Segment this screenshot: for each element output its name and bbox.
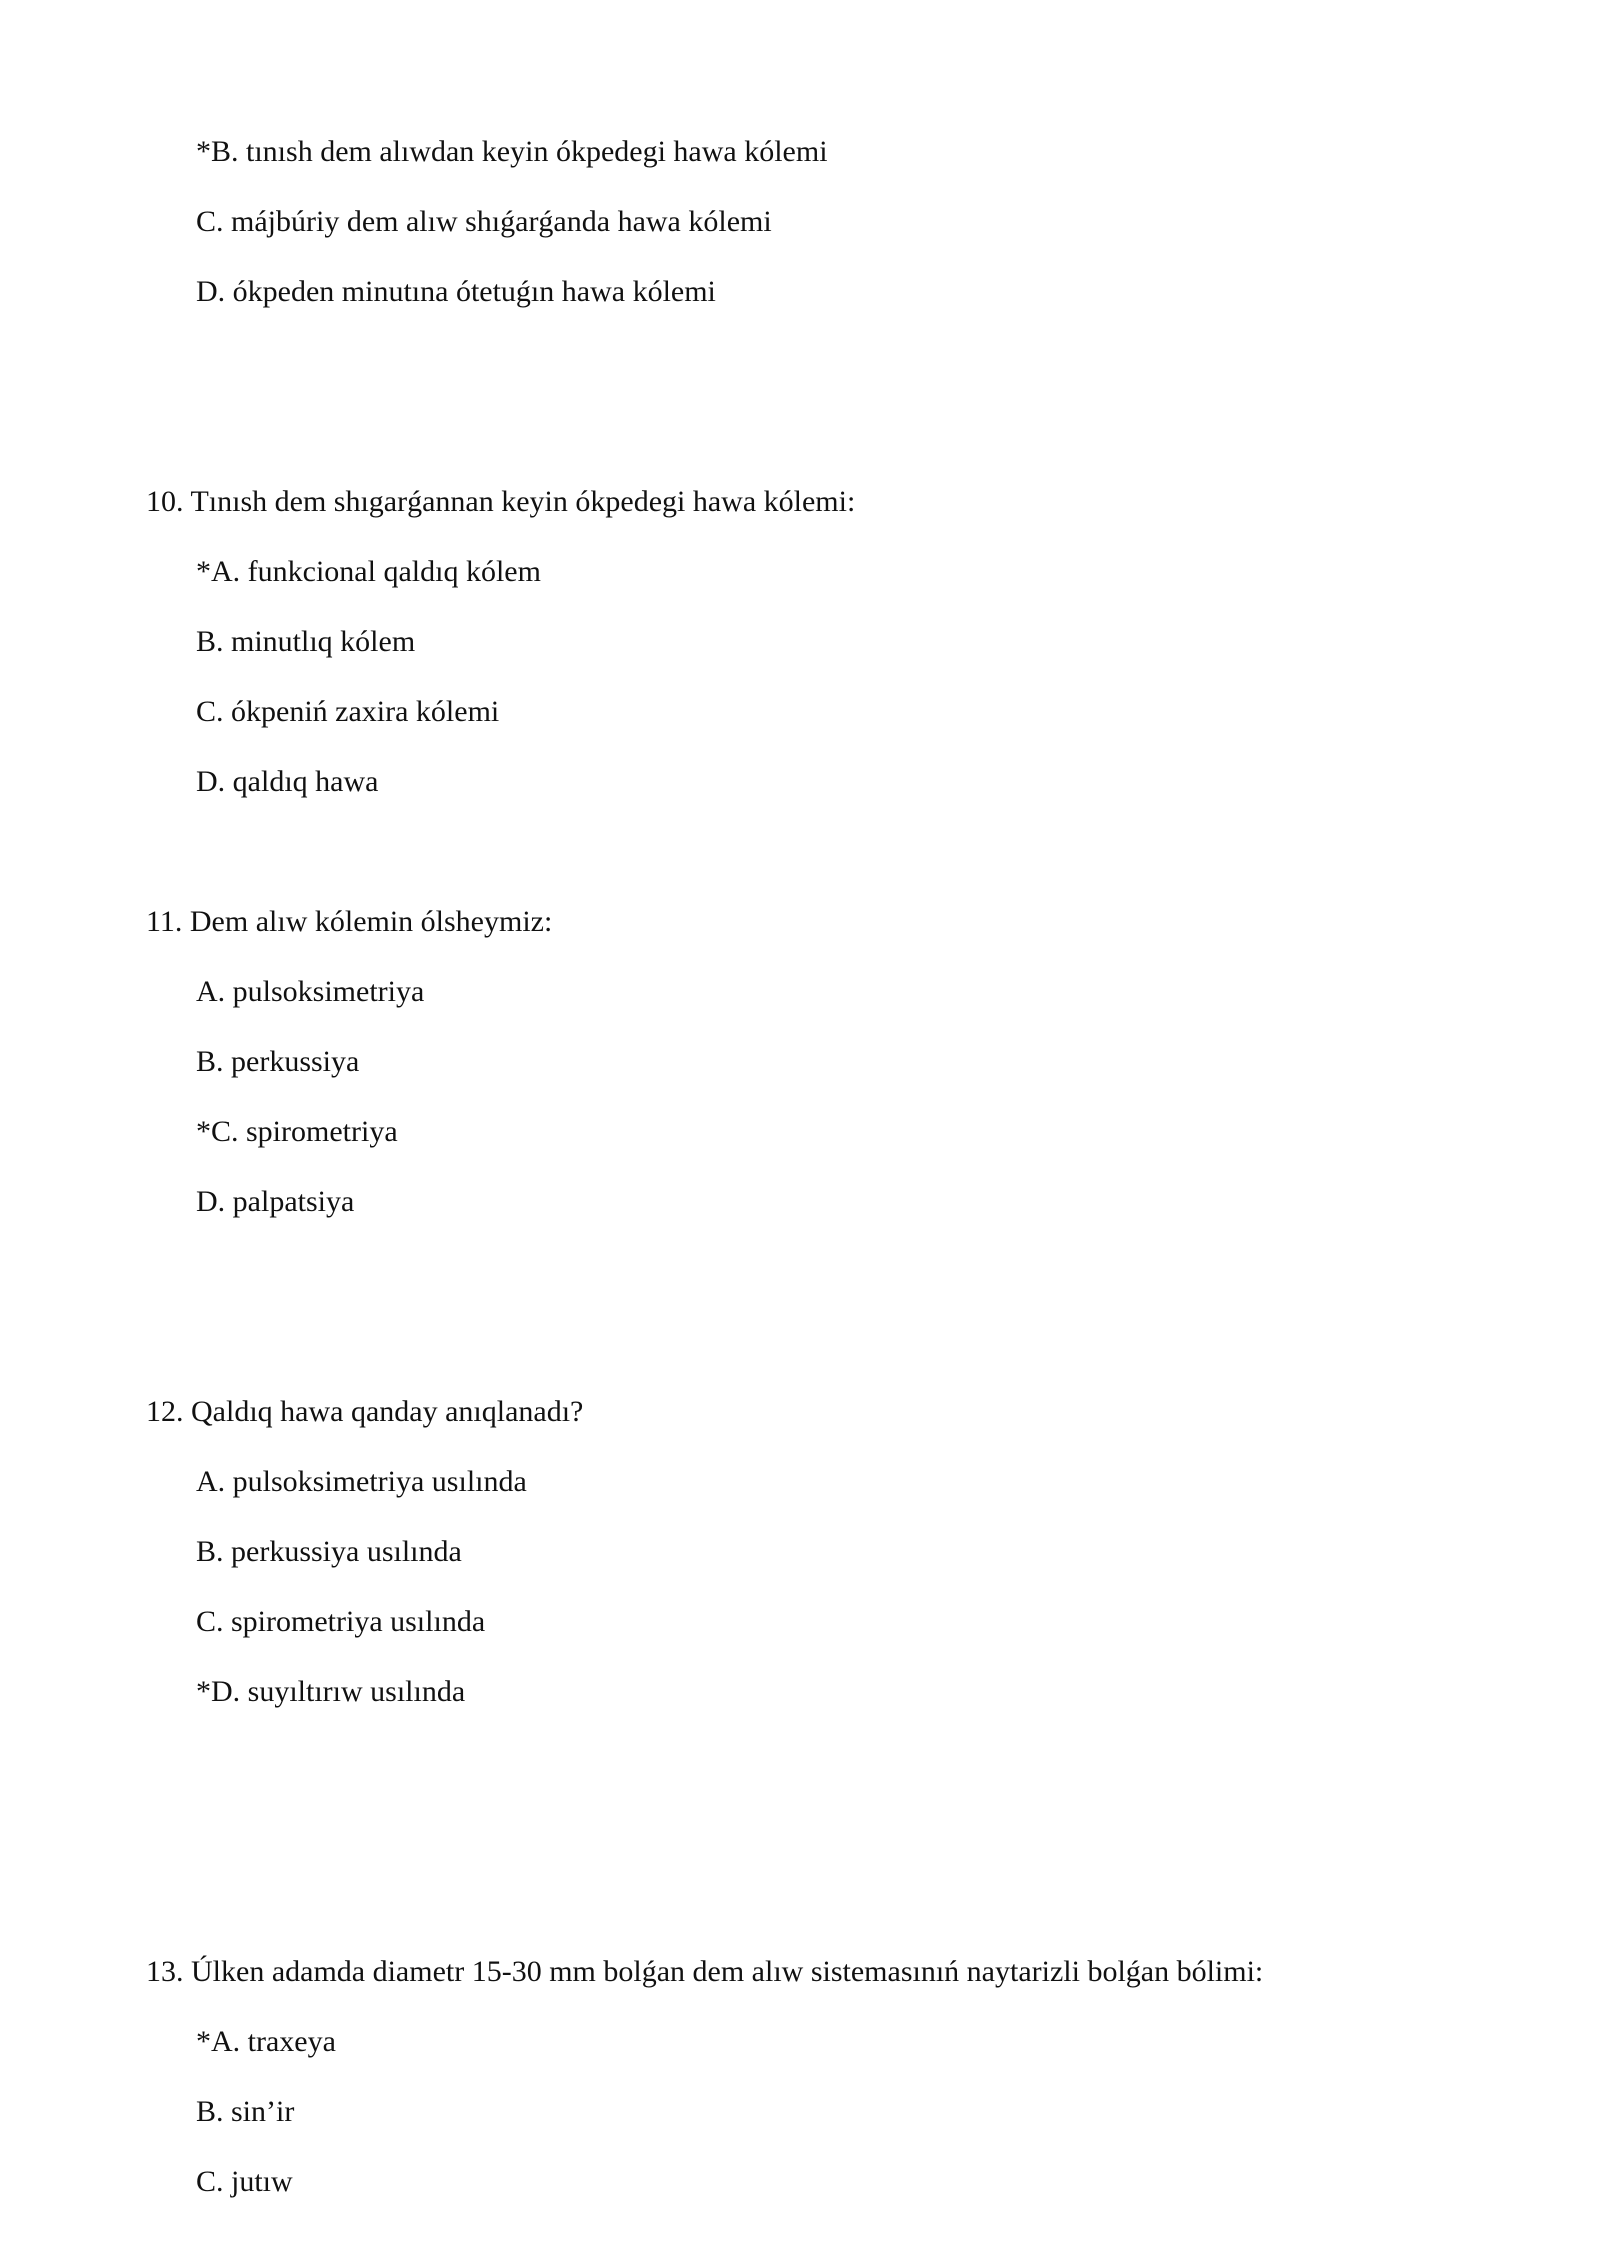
answer-option: C. spirometriya usılında [196,1605,486,1638]
answer-option: B. sin’ir [196,2095,295,2128]
answer-option: C. jutıw [196,2165,293,2198]
answer-option: B. minutlıq kólem [196,625,416,658]
answer-option: *B. tınısh dem alıwdan keyin ókpedegi hawa kólemi [196,135,828,168]
answer-option: *A. traxeya [196,2025,336,2058]
question-12: 12. Qaldıq hawa qanday anıqlanadı? [146,1395,584,1428]
question-11: 11. Dem alıw kólemin ólsheymiz: [146,905,553,938]
answer-option: B. perkussiya usılında [196,1535,462,1568]
answer-option: *D. suyıltırıw usılında [196,1675,466,1708]
answer-option: *C. spirometriya [196,1115,398,1148]
answer-option: D. palpatsiya [196,1185,355,1218]
answer-option: D. ókpeden minutına ótetuǵın hawa kólemi [196,275,716,308]
answer-option: A. pulsoksimetriya [196,975,425,1008]
answer-option: B. perkussiya [196,1045,360,1078]
answer-option: C. ókpeniń zaxira kólemi [196,695,500,728]
answer-option: C. májbúriy dem alıw shıǵarǵanda hawa kólemi [196,205,772,238]
answer-option: A. pulsoksimetriya usılında [196,1465,527,1498]
answer-option: *A. funkcional qaldıq kólem [196,555,541,588]
answer-option: D. qaldıq hawa [196,765,379,798]
question-13: 13. Úlken adamda diametr 15-30 mm bolǵan dem alıw sistemasınıń naytarizli bolǵan bólimi: [146,1955,1264,1988]
question-10: 10. Tınısh dem shıgarǵannan keyin ókpedegi hawa kólemi: [146,485,856,518]
